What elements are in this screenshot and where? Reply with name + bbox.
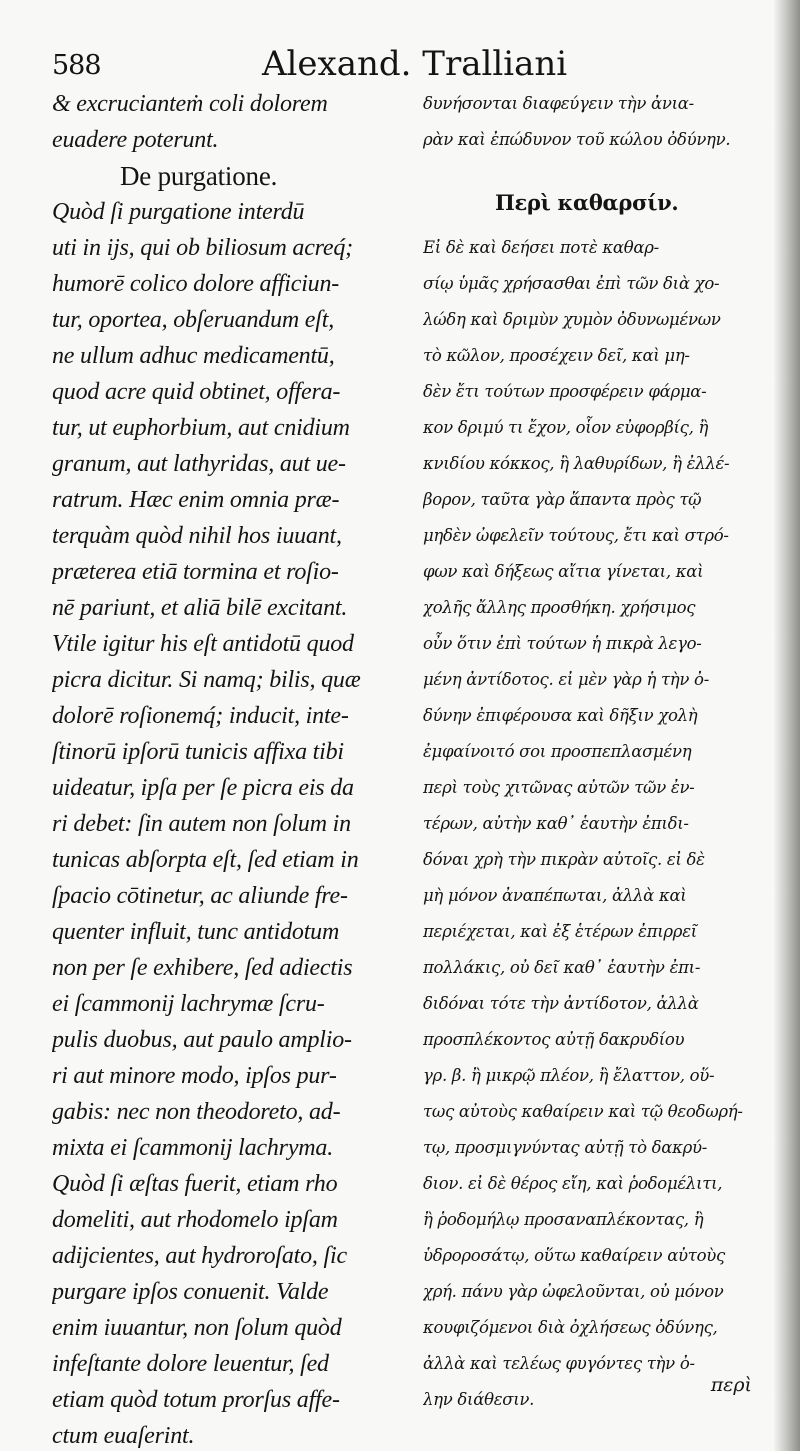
latin-text-line: Quòd ſi æſtas fuerit, etiam rho	[52, 1171, 338, 1197]
greek-text-line: περὶ τοὺς χιτῶνας αὐτῶν τῶν ἐν-	[423, 778, 695, 797]
latin-section-heading: De purgatione.	[120, 161, 278, 191]
greek-column	[423, 86, 768, 1418]
greek-lines-before-heading	[423, 86, 768, 158]
latin-text-line: ne ullum adhuc medicamentū,	[52, 343, 335, 369]
greek-text-line: δυνήσονται διαφεύγειν τὴν ἀνια-	[423, 94, 694, 113]
greek-text-line: φων καὶ δήξεως αἴτια γίνεται, καὶ	[423, 562, 704, 581]
latin-text-line: præterea etiā tormina et roſio-	[52, 559, 339, 585]
greek-text-line: διδόναι τότε τὴν ἀντίδοτον, ἀλλὰ	[423, 994, 699, 1013]
latin-text-line: ri aut minore modo, ipſos pur-	[52, 1063, 337, 1089]
greek-heading-spacer	[423, 158, 768, 176]
greek-text-line: τὸ κῶλον, προσέχειν δεῖ, καὶ μη-	[423, 346, 690, 365]
latin-text-line: etiam quòd totum prorſus affe-	[52, 1387, 340, 1413]
greek-text-line: μηδὲν ὠφελεῖν τούτους, ἔτι καὶ στρό-	[423, 526, 729, 545]
latin-text-line: terquàm quòd nihil hos iuuant,	[52, 523, 342, 549]
latin-text-line: uti in ijs, qui ob biliosum acreq́;	[52, 235, 353, 261]
latin-text-line: ratrum. Hæc enim omnia præ-	[52, 487, 340, 513]
greek-text-line: κον δριμύ τι ἔχον, οἷον εὐφορβίς, ἢ	[423, 418, 709, 437]
greek-body-text	[423, 230, 768, 1418]
latin-text-line: euadere poterunt.	[52, 127, 219, 153]
greek-text-line: διον. εἰ δὲ θέρος εἴη, καὶ ῥοδομέλιτι,	[423, 1174, 723, 1193]
latin-text-line: ctum euaſerint.	[52, 1423, 195, 1449]
greek-section-heading: Περὶ καθαρσίν.	[495, 190, 679, 215]
latin-text-line: infeſtante dolore leuentur, ſed	[52, 1351, 329, 1377]
latin-text-line: & excrucianteṁ coli dolorem	[52, 91, 328, 117]
greek-text-line: οὖν ὅτιν ἐπὶ τούτων ἡ πικρὰ λεγο-	[423, 634, 702, 653]
greek-text-line: δὲν ἔτι τούτων προσφέρειν φάρμα-	[423, 382, 707, 401]
greek-text-line: λην διάθεσιν.	[423, 1390, 535, 1409]
latin-text-line: tur, ut euphorbium, aut cnidium	[52, 415, 350, 441]
page-gutter-shadow	[774, 0, 800, 1451]
latin-text-line: tunicas abſorpta eſt, ſed etiam in	[52, 847, 359, 873]
latin-lines-before-heading	[52, 86, 397, 158]
latin-text-line: humorē colico dolore afficiun-	[52, 271, 340, 297]
greek-text-line: περιέχεται, καὶ ἐξ ἑτέρων ἐπιρρεῖ	[423, 922, 697, 941]
page-number: 588	[52, 50, 101, 81]
greek-text-line: σίῳ ὑμᾶς χρήσασθαι ἐπὶ τῶν διὰ χο-	[423, 274, 720, 293]
greek-text-line: ἀλλὰ καὶ τελέως φυγόντες τὴν ὀ-	[423, 1354, 695, 1373]
greek-text-line: μὴ μόνον ἀναπέπωται, ἀλλὰ καὶ	[423, 886, 687, 905]
latin-text-line: granum, aut lathyridas, aut ue-	[52, 451, 346, 477]
latin-text-line: Vtile igitur his eſt antidotū quod	[52, 631, 354, 657]
latin-text-line: enim iuuantur, non ſolum quòd	[52, 1315, 342, 1341]
latin-text-line: ſtinorū ipſorū tunicis affixa tibi	[52, 739, 344, 765]
latin-text-line: mixta ei ſcammonij lachryma.	[52, 1135, 334, 1161]
latin-text-line: ſpacio cōtinetur, ac aliunde fre-	[52, 883, 348, 909]
greek-text-line: ὑδροροσάτῳ, οὕτω καθαίρειν αὐτοὺς	[423, 1246, 725, 1265]
latin-text-line: tur, oportea, obſeruandum eſt,	[52, 307, 334, 333]
greek-text-line: ἢ ῥοδομήλῳ προσαναπλέκοντας, ἢ	[423, 1210, 704, 1229]
greek-text-line: τως αὐτοὺς καθαίρειν καὶ τῷ θεοδωρή-	[423, 1102, 743, 1121]
greek-text-line: δύνην ἐπιφέρουσα καὶ δῆξιν χολὴ	[423, 706, 698, 725]
greek-text-line: ρὰν καὶ ἐπώδυνον τοῦ κώλου ὀδύνην.	[423, 130, 731, 149]
greek-text-line: βορον, ταῦτα γὰρ ἅπαντα πρὸς τῷ	[423, 490, 702, 509]
latin-body-text	[52, 194, 397, 1454]
latin-text-line: non per ſe exhibere, ſed adiectis	[52, 955, 353, 981]
greek-text-line: χολῆς ἄλλης προσθήκη. χρήσιμος	[423, 598, 696, 617]
latin-text-line: picra dicitur. Si namq; bilis, quæ	[52, 667, 361, 693]
greek-text-line: κουφιζόμενοι διὰ ὀχλήσεως ὀδύνης,	[423, 1318, 718, 1337]
greek-text-line: κνιδίου κόκκος, ἢ λαθυρίδων, ἢ ἐλλέ-	[423, 454, 730, 473]
catchword: περὶ	[710, 1374, 752, 1396]
latin-text-line: ri debet: ſin autem non ſolum in	[52, 811, 351, 837]
latin-column	[52, 86, 397, 1454]
greek-text-line: τέρων, αὐτὴν καθ᾽ ἑαυτὴν ἐπιδι-	[423, 814, 689, 833]
latin-text-line: uideatur, ipſa per ſe picra eis da	[52, 775, 354, 801]
greek-text-line: πολλάκις, οὐ δεῖ καθ᾽ ἑαυτὴν ἐπι-	[423, 958, 701, 977]
latin-text-line: nē pariunt, et aliā bilē excitant.	[52, 595, 348, 621]
greek-text-line: λώδη καὶ δριμὺν χυμὸν ὀδυνωμένων	[423, 310, 721, 329]
latin-text-line: purgare ipſos conuenit. Valde	[52, 1279, 329, 1305]
latin-text-line: quod acre quid obtinet, offera-	[52, 379, 341, 405]
page-header	[52, 44, 572, 92]
greek-text-line: Εἰ δὲ καὶ δεήσει ποτὲ καθαρ-	[423, 238, 659, 257]
latin-text-line: ei ſcammonij lachrymæ ſcru-	[52, 991, 325, 1017]
running-head: Alexand. Tralliani	[262, 44, 568, 84]
latin-text-line: quenter influit, tunc antidotum	[52, 919, 340, 945]
greek-text-line: γρ. β. ἢ μικρῷ πλέον, ἢ ἔλαττον, οὕ-	[423, 1066, 715, 1085]
latin-text-line: gabis: nec non theodoreto, ad-	[52, 1099, 341, 1125]
latin-text-line: domeliti, aut rhodomelo ipſam	[52, 1207, 338, 1233]
latin-text-line: pulis duobus, aut paulo amplio-	[52, 1027, 352, 1053]
greek-text-line: ἐμφαίνοιτό σοι προσπεπλασμένη	[423, 742, 692, 761]
latin-text-line: Quòd ſi purgatione interdū	[52, 199, 305, 225]
latin-text-line: dolorē roſionemq́; inducit, inte-	[52, 703, 349, 729]
greek-text-line: τῳ, προσμιγνύντας αὐτῇ τὸ δακρύ-	[423, 1138, 708, 1157]
latin-text-line: adijcientes, aut hydroroſato, ſic	[52, 1243, 347, 1269]
greek-text-line: δόναι χρὴ τὴν πικρὰν αὐτοῖς. εἰ δὲ	[423, 850, 705, 869]
greek-text-line: προσπλέκοντος αὐτῇ δακρυδίου	[423, 1030, 685, 1049]
greek-text-line: χρή. πάνυ γὰρ ὠφελοῦνται, οὐ μόνον	[423, 1282, 724, 1301]
greek-text-line: μένη ἀντίδοτος. εἰ μὲν γὰρ ἡ τὴν ὀ-	[423, 670, 709, 689]
